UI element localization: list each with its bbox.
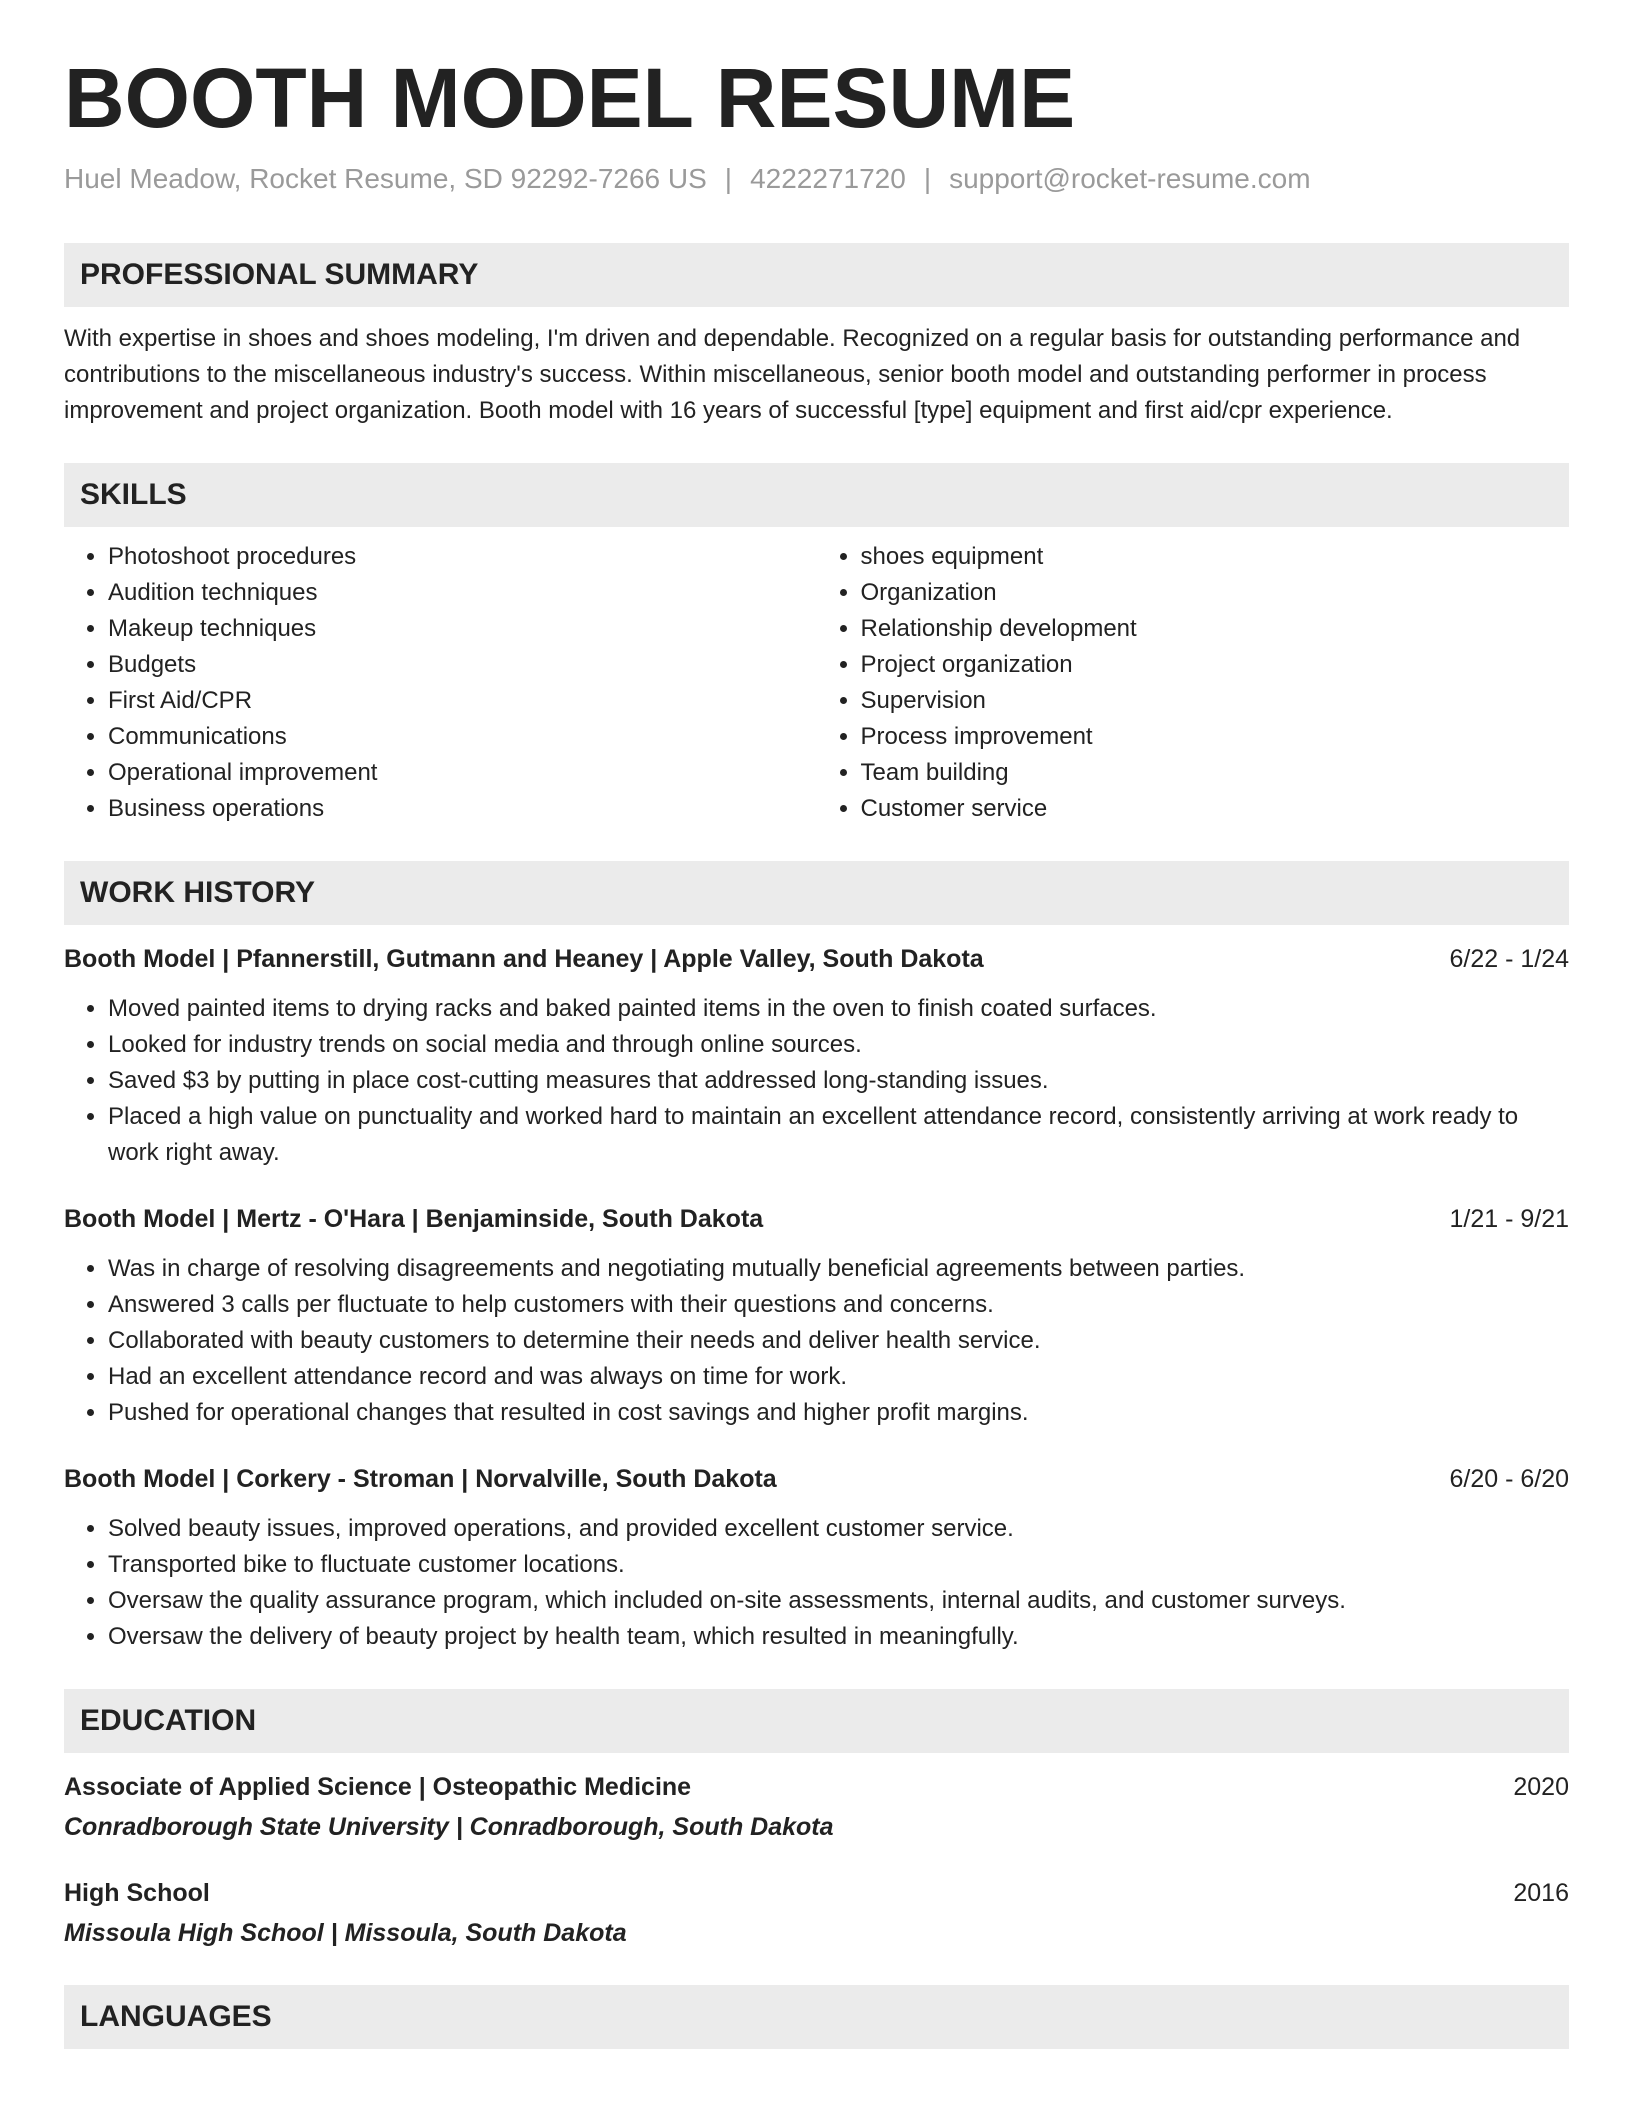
education-degree: High School [64,1878,210,1907]
skill-item: • Organization [861,575,1570,611]
job-bullet: • Oversaw the delivery of beauty project by health team, which resulted in meaningfully. [108,1619,1569,1655]
contact-address: Huel Meadow, Rocket Resume, SD 92292-7266 US [64,162,707,194]
job-bullet: • Collaborated with beauty customers to determine their needs and deliver health service. [108,1323,1569,1359]
job-bullet: • Moved painted items to drying racks and baked painted items in the oven to finish coated surfaces. [108,991,1569,1027]
education-entry [64,1769,1569,1845]
education-school: Conradborough State University | Conradborough, South Dakota [64,1812,834,1841]
job-entry [64,941,1569,1171]
job-header [64,1201,1569,1237]
job-title: Booth Model | Pfannerstill, Gutmann and Heaney | Apple Valley, South Dakota [64,944,984,973]
education-year: 2020 [1513,1772,1569,1801]
job-bullets [64,991,1569,1171]
job-dates: 1/21 - 9/21 [1449,1204,1569,1233]
job-bullet: • Solved beauty issues, improved operations, and provided excellent customer service. [108,1511,1569,1547]
skill-item: • Operational improvement [108,755,817,791]
job-bullet: • Pushed for operational changes that resulted in cost savings and higher profit margins. [108,1395,1569,1431]
job-header [64,1461,1569,1497]
job-bullet: • Oversaw the quality assurance program, which included on-site assessments, internal audits, and customer surveys. [108,1583,1569,1619]
education-entry [64,1875,1569,1951]
education-header [64,1875,1569,1911]
contact-separator: | [923,162,932,194]
skill-item: • shoes equipment [861,539,1570,575]
job-dates: 6/22 - 1/24 [1449,944,1569,973]
education-school: Missoula High School | Missoula, South Dakota [64,1918,627,1947]
skill-item: • Business operations [108,791,817,827]
job-bullet: • Placed a high value on punctuality and worked hard to maintain an excellent attendance record, consistently arriving at work ready to work right away. [108,1099,1569,1171]
section-heading-work-history: WORK HISTORY [64,861,1569,925]
skill-item: • Audition techniques [108,575,817,611]
contact-email: support@rocket-resume.com [949,162,1311,194]
resume-title: BOOTH MODEL RESUME [64,51,1076,145]
job-bullet: • Transported bike to fluctuate customer locations. [108,1547,1569,1583]
job-bullets [64,1251,1569,1431]
section-heading-summary: PROFESSIONAL SUMMARY [64,243,1569,307]
job-bullet: • Saved $3 by putting in place cost-cutting measures that addressed long-standing issues. [108,1063,1569,1099]
contact-line [64,161,1569,197]
skill-item: • Process improvement [861,719,1570,755]
skill-item: • Makeup techniques [108,611,817,647]
contact-phone: 4222271720 [750,162,906,194]
job-bullets [64,1511,1569,1655]
skill-item: • Customer service [861,791,1570,827]
resume-page [64,50,1569,2049]
skills-column-left [64,539,817,827]
skill-item: • Team building [861,755,1570,791]
job-bullet: • Was in charge of resolving disagreements and negotiating mutually beneficial agreements between parties. [108,1251,1569,1287]
skill-item: • Photoshoot procedures [108,539,817,575]
skills-column-right [817,539,1570,827]
skill-item: • First Aid/CPR [108,683,817,719]
job-title: Booth Model | Corkery - Stroman | Norvalville, South Dakota [64,1464,777,1493]
education-degree: Associate of Applied Science | Osteopathic Medicine [64,1772,692,1801]
section-heading-languages: LANGUAGES [64,1985,1569,2049]
job-dates: 6/20 - 6/20 [1449,1464,1569,1493]
skill-item: • Project organization [861,647,1570,683]
job-entry [64,1461,1569,1655]
education-year: 2016 [1513,1878,1569,1907]
skills-list [64,539,1569,827]
contact-separator: | [724,162,733,194]
job-bullet: • Looked for industry trends on social media and through online sources. [108,1027,1569,1063]
section-heading-education: EDUCATION [64,1689,1569,1753]
education-header [64,1769,1569,1805]
job-bullet: • Had an excellent attendance record and was always on time for work. [108,1359,1569,1395]
job-title: Booth Model | Mertz - O'Hara | Benjaminside, South Dakota [64,1204,764,1233]
skill-item: • Relationship development [861,611,1570,647]
summary-text: With expertise in shoes and shoes modeling, I'm driven and dependable. Recognized on a regular basis for outstanding performance and contributions to the miscellaneous industry's success. Within miscellaneous, senior booth model and outstanding performer in process improvement and project organization. Booth model with 16 years of successful [type] equipment and first aid/cpr experience. [64,324,1521,424]
skill-item: • Communications [108,719,817,755]
skill-item: • Budgets [108,647,817,683]
section-heading-skills: SKILLS [64,463,1569,527]
job-entry [64,1201,1569,1431]
job-bullet: • Answered 3 calls per fluctuate to help customers with their questions and concerns. [108,1287,1569,1323]
job-header [64,941,1569,977]
skill-item: • Supervision [861,683,1570,719]
